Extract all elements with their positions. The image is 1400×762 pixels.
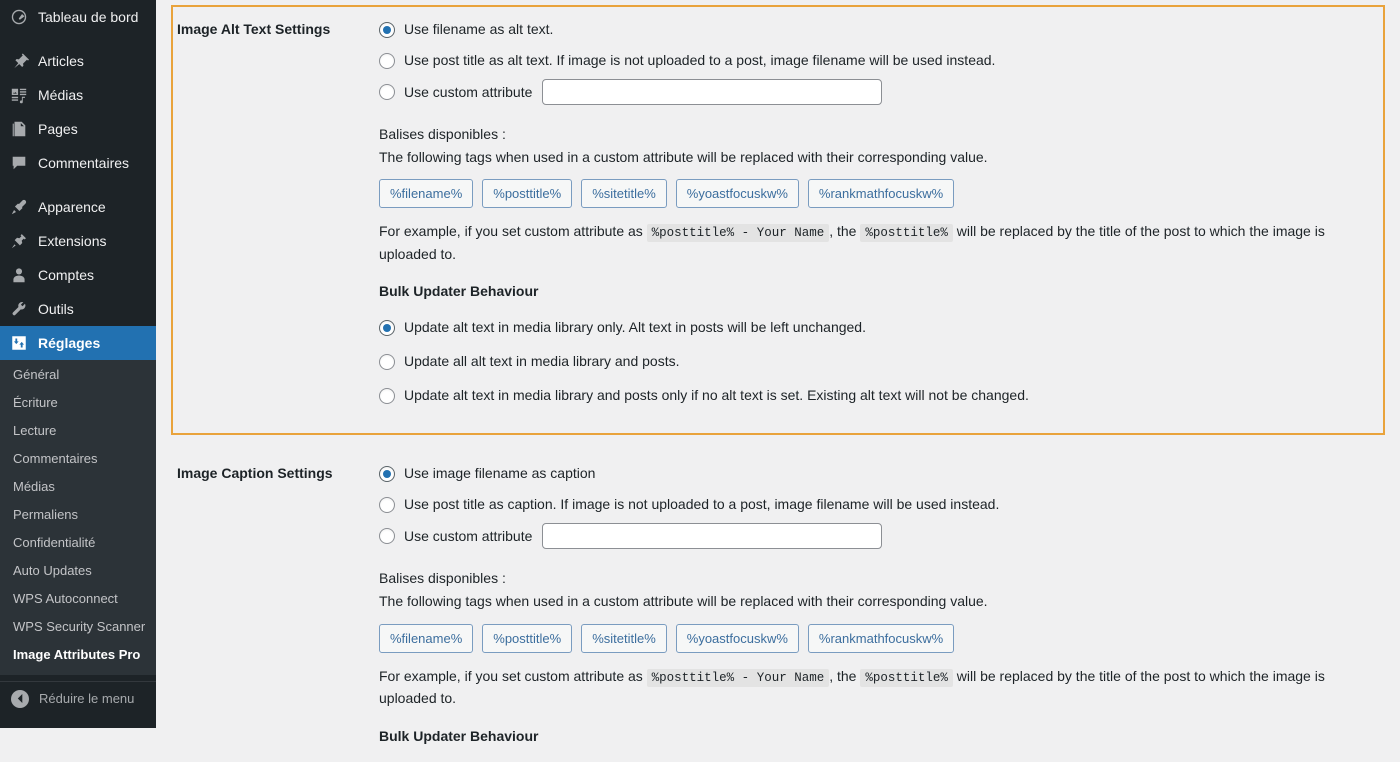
plugins-plug-icon [9,231,29,251]
alt-option-custom-radio[interactable] [379,84,395,100]
settings-content [156,0,1400,744]
caption-example-text [379,666,1331,710]
sidebar-item-extensions[interactable] [0,224,156,258]
sidebar-item-reglages[interactable] [0,326,156,360]
caption-option-custom-row[interactable] [379,523,1369,549]
caption-example-part3: will be replaced by the title of the post to which the image is uploaded to. [379,667,1325,707]
settings-sliders-icon [9,333,29,353]
sidebar-label: Réglages [38,334,101,351]
alt-bulk-option-1-row[interactable] [379,315,1369,340]
sidebar-item-apparence[interactable] [0,190,156,224]
sidebar-item-medias[interactable] [0,78,156,112]
media-icon [9,85,29,105]
chevron-left-icon [11,690,29,708]
sidebar-label: Articles [38,52,84,69]
caption-option-posttitle-row[interactable] [379,492,1369,517]
submenu-item-lecture[interactable]: Lecture [13,423,57,438]
alt-option-posttitle-label[interactable]: Use post title as alt text. If image is not uploaded to a post, image filename will be used instead. [404,52,996,68]
alt-bulk-option-3-radio[interactable] [379,388,395,404]
alt-custom-attribute-input[interactable] [542,79,882,105]
caption-tag-rankmathfocuskw[interactable]: %rankmathfocuskw% [808,624,954,653]
caption-custom-attribute-input[interactable] [542,523,882,549]
tools-wrench-icon [9,299,29,319]
caption-tag-filename[interactable]: %filename% [379,624,473,653]
alt-example-part1: For example, if you set custom attribute as [379,223,643,240]
alt-example-code2: %posttitle% [860,224,953,242]
alt-bulk-option-2-row[interactable] [379,349,1369,374]
submenu-item-wps-security-scanner[interactable]: WPS Security Scanner [13,619,146,634]
caption-example-code1: %posttitle% - Your Name [647,669,830,687]
pages-icon [9,119,29,139]
alt-option-filename-row[interactable] [379,17,1369,42]
submenu-item-permaliens[interactable]: Permaliens [13,507,79,522]
alt-tag-rankmathfocuskw[interactable]: %rankmathfocuskw% [808,179,954,208]
caption-option-filename-label[interactable]: Use image filename as caption [404,465,596,482]
alt-bulk-option-3-row[interactable] [379,383,1369,408]
submenu-item-wps-autoconnect[interactable]: WPS Autoconnect [13,591,118,606]
alt-bulk-options [379,315,1369,408]
sidebar-label: Apparence [38,198,106,215]
settings-submenu [0,360,156,675]
caption-tag-buttons [379,624,1369,653]
alt-tag-buttons [379,179,1369,208]
dashboard-icon [9,7,29,27]
caption-example-part1: For example, if you set custom attribute as [379,667,643,684]
sidebar-item-articles[interactable] [0,44,156,78]
submenu-item-auto-updates[interactable]: Auto Updates [13,563,92,578]
caption-tag-sitetitle[interactable]: %sitetitle% [581,624,667,653]
image-caption-settings-section [171,449,1385,761]
sidebar-item-outils[interactable] [0,292,156,326]
caption-tags-heading: Balises disponibles : [379,570,506,587]
alt-bulk-option-2-radio[interactable] [379,354,395,370]
alt-tag-filename[interactable]: %filename% [379,179,473,208]
image-alt-text-settings-section [171,5,1385,435]
caption-option-custom-radio[interactable] [379,528,395,544]
sidebar-label: Tableau de bord [38,8,139,25]
comments-icon [9,153,29,173]
alt-example-part3: will be replaced by the title of the post to which the image is uploaded to. [379,223,1325,262]
sidebar-label: Outils [38,300,74,317]
alt-example-part2: , the [829,223,857,240]
sidebar-label: Pages [38,120,78,137]
admin-sidebar [0,0,156,728]
caption-tag-yoastfocuskw[interactable]: %yoastfocuskw% [676,624,799,653]
caption-tags-description: The following tags when used in a custom attribute will be replaced with their corresponding value. [379,593,988,610]
sidebar-label: Comptes [38,266,95,283]
alt-option-filename-label[interactable]: Use filename as alt text. [404,21,554,37]
caption-option-custom-label[interactable]: Use custom attribute [404,527,533,544]
alt-tag-posttitle[interactable]: %posttitle% [482,179,572,208]
sidebar-label: Extensions [38,232,107,249]
alt-bulk-option-3-label[interactable]: Update alt text in media library and posts only if no alt text is set. Existing alt text will not be changed. [404,387,1029,404]
sidebar-label: Commentaires [38,154,130,171]
collapse-menu-button[interactable] [0,681,156,715]
alt-option-custom-label[interactable]: Use custom attribute [404,83,533,100]
alt-option-custom-row[interactable] [379,79,1369,105]
alt-option-posttitle-row[interactable] [379,48,1369,73]
caption-bulk-updater-heading: Bulk Updater Behaviour [379,727,539,744]
alt-bulk-updater-heading: Bulk Updater Behaviour [379,283,539,300]
menu-separator [0,180,156,190]
alt-section-title: Image Alt Text Settings [177,21,331,37]
alt-example-code1: %posttitle% - Your Name [647,224,830,242]
users-icon [9,265,29,285]
pin-icon [9,51,29,71]
sidebar-label: Médias [38,86,84,103]
alt-tag-sitetitle[interactable]: %sitetitle% [581,179,667,208]
alt-tag-yoastfocuskw[interactable]: %yoastfocuskw% [676,179,799,208]
caption-option-filename-radio[interactable] [379,466,395,482]
submenu-item-medias[interactable]: Médias [13,479,55,494]
caption-option-posttitle-radio[interactable] [379,497,395,513]
caption-option-filename-row[interactable] [379,461,1369,486]
caption-example-part2: , the [829,667,857,684]
alt-option-filename-radio[interactable] [379,22,395,38]
alt-bulk-option-2-label[interactable]: Update all alt text in media library and posts. [404,353,680,370]
alt-bulk-option-1-label[interactable]: Update alt text in media library only. Alt text in posts will be left unchanged. [404,319,866,336]
submenu-item-image-attributes-pro[interactable]: Image Attributes Pro [13,647,141,662]
menu-separator [0,34,156,44]
collapse-menu-label: Réduire le menu [39,691,135,706]
alt-example-text [379,221,1331,265]
submenu-item-general[interactable]: Général [13,367,60,382]
caption-tag-posttitle[interactable]: %posttitle% [482,624,572,653]
sidebar-item-commentaires[interactable] [0,146,156,180]
caption-example-code2: %posttitle% [860,669,953,687]
alt-bulk-option-1-radio[interactable] [379,320,395,336]
submenu-item-ecriture[interactable]: Écriture [13,395,58,410]
submenu-item-confidentialite[interactable]: Confidentialité [13,535,96,550]
sidebar-item-comptes[interactable] [0,258,156,292]
caption-section-title: Image Caption Settings [177,465,333,482]
alt-option-posttitle-radio[interactable] [379,53,395,69]
alt-tags-description: The following tags when used in a custom attribute will be replaced with their corresponding value. [379,148,988,165]
appearance-brush-icon [9,197,29,217]
alt-tags-heading: Balises disponibles : [379,126,506,142]
caption-option-posttitle-label[interactable]: Use post title as caption. If image is not uploaded to a post, image filename will be used instead. [404,496,1000,513]
submenu-item-commentaires[interactable]: Commentaires [13,451,98,466]
sidebar-item-pages[interactable] [0,112,156,146]
sidebar-item-tableau-de-bord[interactable] [0,0,156,34]
